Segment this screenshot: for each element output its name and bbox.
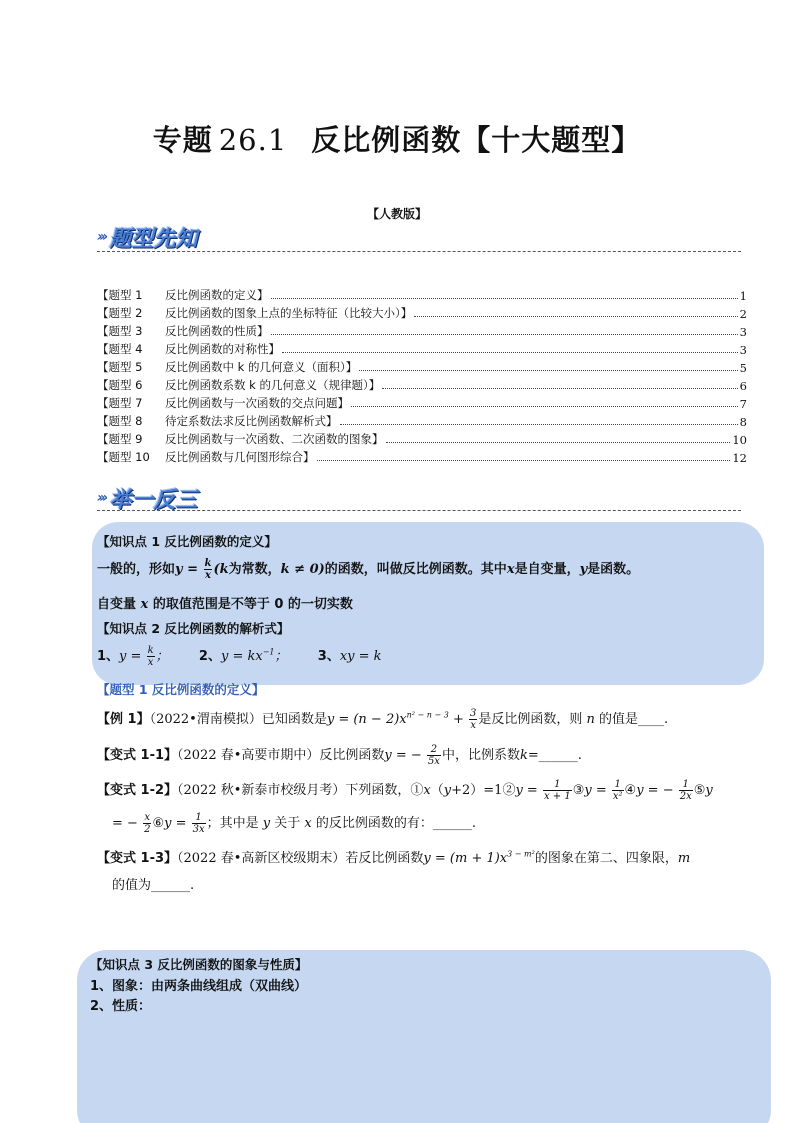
knowledge1-domain — [97, 593, 353, 612]
banner-practice-text: 举一反三 — [109, 487, 198, 513]
text: 【变式 1-3】 — [97, 851, 178, 866]
toc-tag: 【题型 10 — [97, 450, 150, 464]
text: 为常数， — [228, 562, 281, 577]
var-n: n — [582, 712, 600, 727]
toc-page: 6 — [739, 379, 747, 393]
variant-1-2-cont: = − $\frac{x}{2}$ ⑥y = $\frac{1}{3x}$ ；其中是 y 关于 x 的反比例函数的有：______. — [112, 812, 477, 835]
text: 的反比例函数的有：______. — [315, 816, 477, 831]
formula: $y = (m + 1)x^{3 - m^2}$ — [423, 849, 535, 866]
toc-leader — [386, 442, 731, 443]
text: 【变式 1-2】 — [97, 783, 178, 798]
var-m: m — [677, 851, 691, 866]
text: 的值是____. — [599, 712, 669, 727]
text: 的图象在第二、四象限， — [534, 851, 678, 866]
knowledge1-heading: 【知识点 1 反比例函数的定义】 — [97, 534, 277, 549]
toc-text: 反比例函数的对称性】 — [165, 342, 280, 356]
toc-row[interactable] — [97, 321, 747, 339]
toc-row[interactable] — [97, 411, 747, 429]
divider — [97, 251, 741, 252]
var-y: y — [579, 562, 588, 577]
knowledge2-formulas — [97, 645, 382, 668]
edition-label: 【人教版】 — [366, 207, 427, 221]
toc-page: 3 — [739, 343, 747, 357]
toc-text: 反比例函数的图象上点的坐标特征（比较大小）】 — [165, 306, 413, 320]
chevron-arrows-icon: ››› — [97, 490, 106, 506]
text: 是反比例函数，则 — [478, 712, 583, 727]
toc-text: 待定系数法求反比例函数解析式】 — [165, 414, 338, 428]
table-of-contents — [97, 285, 747, 465]
toc-page: 8 — [739, 415, 747, 429]
variant-1-1 — [97, 744, 582, 767]
text: （2022 春•高要市期中）反比例函数 — [177, 748, 385, 763]
toc-tag: 【题型 2 — [97, 306, 143, 320]
divider — [97, 510, 741, 511]
text: 是自变量， — [514, 562, 580, 577]
formula: xy = k — [339, 649, 382, 664]
toc-row[interactable] — [97, 393, 747, 411]
title-text: 反比例函数【十大题型】 — [311, 123, 642, 157]
toc-page: 3 — [739, 325, 747, 339]
toc-row[interactable] — [97, 303, 747, 321]
formula: $y = kx^{-1}$； — [220, 647, 288, 664]
toc-tag: 【题型 5 — [97, 360, 143, 374]
toc-leader — [271, 334, 738, 335]
toc-leader — [351, 406, 738, 407]
toc-tag: 【题型 1 — [97, 288, 143, 302]
toc-row[interactable] — [97, 357, 747, 375]
toc-row[interactable] — [97, 375, 747, 393]
formula: $y = (n - 2)x^{n^2 - n - 3}$ + $\frac{3}{x}$ — [326, 708, 477, 731]
title-prefix: 专题 — [152, 123, 213, 157]
var-x: x — [506, 562, 515, 577]
toc-page: 5 — [739, 361, 747, 375]
formula: y — [443, 783, 452, 798]
toc-text: 反比例函数与一次函数的交点问题】 — [165, 396, 349, 410]
toc-page: 2 — [739, 307, 747, 321]
text: （2022 秋•新泰市校级月考）下列函数，① — [177, 783, 424, 798]
toc-tag: 【题型 9 — [97, 432, 143, 446]
formula: y = − $\frac{1}{2x}$ — [636, 779, 692, 802]
text: 自变量 — [97, 597, 137, 612]
variant-1-3-cont: 的值为______. — [112, 878, 195, 893]
variant-1-3 — [97, 847, 690, 866]
text: 关于 — [274, 816, 301, 831]
text: 1、 — [97, 649, 120, 664]
formula: y = $\frac{1}{\text{x²}}$ — [584, 779, 623, 802]
example1 — [97, 708, 668, 731]
text: 的取值范围是不等于 0 的一切实数 — [152, 597, 353, 612]
toc-tag: 【题型 3 — [97, 324, 143, 338]
title-number: 26.1 — [218, 123, 288, 157]
formula: = − $\frac{x}{2}$ — [112, 812, 151, 835]
type1-heading: 【题型 1 反比例函数的定义】 — [97, 682, 265, 697]
text: 【例 1】 — [97, 712, 150, 727]
formula: y = − $\frac{2}{5x}$ — [384, 744, 440, 767]
toc-page: 7 — [739, 397, 747, 411]
toc-tag: 【题型 7 — [97, 396, 143, 410]
toc-text: 反比例函数的定义】 — [165, 288, 269, 302]
formula: y = $\frac{1}{3x}$ — [164, 812, 205, 835]
formula: x — [423, 783, 431, 798]
toc-page: 1 — [739, 289, 747, 303]
toc-text: 反比例函数的性质】 — [165, 324, 269, 338]
banner-practice — [97, 483, 197, 513]
text: 2、 — [198, 649, 221, 664]
toc-row[interactable] — [97, 339, 747, 357]
toc-leader — [282, 352, 738, 353]
toc-text: 反比例函数系数 k 的几何意义（规律题）】 — [165, 378, 381, 392]
knowledge3-heading: 【知识点 3 反比例函数的图象与性质】 — [90, 957, 308, 972]
toc-leader — [340, 424, 738, 425]
toc-leader — [271, 298, 738, 299]
chevron-arrows-icon: ››› — [97, 229, 106, 245]
var-x: x — [136, 597, 153, 612]
text: 3、 — [317, 649, 340, 664]
toc-tag: 【题型 8 — [97, 414, 143, 428]
formula: y = $\frac{k}{x}$ (k — [175, 558, 229, 581]
text: 中，比例系数 — [441, 748, 520, 763]
var-x: x — [300, 816, 316, 831]
knowledge1-definition — [97, 558, 639, 581]
toc-leader — [414, 316, 737, 317]
toc-row[interactable] — [97, 447, 747, 465]
toc-text: 反比例函数与几何图形综合】 — [165, 450, 315, 464]
formula: k ≠ 0) — [280, 562, 325, 577]
var-y: y — [258, 816, 275, 831]
knowledge2-heading: 【知识点 2 反比例函数的解析式】 — [97, 621, 290, 636]
text: =______. — [527, 748, 582, 763]
variant-1-2: 【变式 1-2】（2022 秋•新泰市校级月考）下列函数，①x（y+2）=1②y = $\frac{1}{x + 1}$ ③y = $\frac{1}{\text{x²}}$ ④y = − $\frac{1}{2x}$ ⑤y — [97, 779, 713, 802]
toc-leader — [382, 388, 737, 389]
formula: y = $\frac{1}{x + 1}$ — [515, 779, 571, 802]
formula: y — [705, 783, 713, 798]
toc-page: 12 — [732, 451, 747, 465]
text: ；其中是 — [206, 816, 259, 831]
toc-text: 反比例函数与一次函数、二次函数的图象】 — [165, 432, 384, 446]
toc-row[interactable] — [97, 429, 747, 447]
text: 是函数。 — [587, 562, 640, 577]
knowledge3-item1: 1、图象：由两条曲线组成（双曲线） — [90, 979, 308, 994]
text: 【变式 1-1】 — [97, 748, 178, 763]
page-title — [0, 118, 794, 159]
toc-text: 反比例函数中 k 的几何意义（面积）】 — [165, 360, 358, 374]
text: （2022•渭南模拟）已知函数是 — [149, 712, 327, 727]
toc-page: 10 — [732, 433, 747, 447]
text: 的函数，叫做反比例函数。其中 — [324, 562, 507, 577]
banner-preview — [97, 222, 197, 252]
toc-tag: 【题型 6 — [97, 378, 143, 392]
banner-preview-text: 题型先知 — [109, 226, 198, 252]
text: （2022 春•高新区校级期末）若反比例函数 — [177, 851, 424, 866]
var-k: k — [519, 748, 528, 763]
text: 一般的，形如 — [97, 562, 176, 577]
knowledge3-item2: 2、性质： — [90, 999, 152, 1014]
toc-leader — [317, 460, 731, 461]
toc-row[interactable] — [97, 285, 747, 303]
toc-tag: 【题型 4 — [97, 342, 143, 356]
toc-leader — [359, 370, 737, 371]
formula: y = $\frac{k}{x}$ ； — [119, 645, 169, 668]
